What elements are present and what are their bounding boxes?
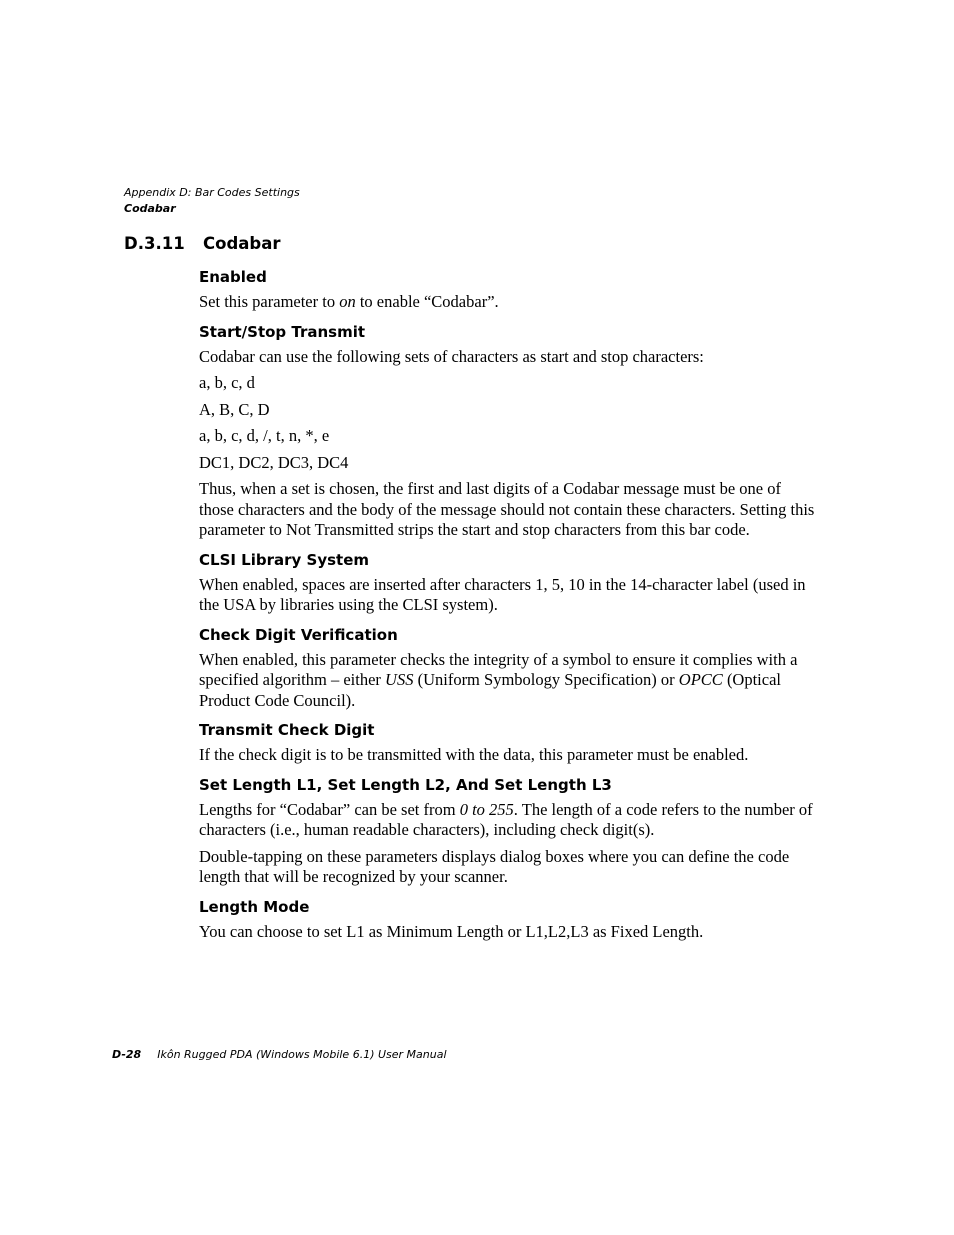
- char-set-item: a, b, c, d: [199, 373, 255, 392]
- length-mode-block: [199, 897, 819, 943]
- transmit-check-text: If the check digit is to be transmitted with the data, this parameter must be enabled.: [199, 745, 749, 764]
- running-head-section: Codabar: [124, 202, 176, 215]
- start-stop-heading: Start/Stop Transmit: [199, 322, 366, 341]
- set-length-block: [199, 775, 819, 888]
- check-digit-block: [199, 625, 819, 712]
- check-digit-heading: Check Digit Verification: [199, 625, 398, 644]
- length-mode-heading: Length Mode: [199, 897, 310, 916]
- check-digit-text: When enabled, this parameter checks the integrity of a symbol to ensure it complies with a specified algorithm – either USS (Uniform Symbology Specification) or OPCC (Optical Product Code Council).: [199, 649, 798, 710]
- clsi-heading: CLSI Library System: [199, 550, 370, 569]
- main-content: [199, 267, 819, 948]
- start-stop-note: Thus, when a set is chosen, the first and last digits of a Codabar message must be one of those characters and the body of the message should not contain these characters. Setting this parameter to Not Transmitted strips the start and stop characters from this bar code.: [199, 479, 815, 539]
- section-title: [124, 234, 280, 253]
- manual-title: Ikôn Rugged PDA (Windows Mobile 6.1) User Manual: [157, 1048, 447, 1061]
- running-head: [124, 185, 300, 217]
- length-mode-text: You can choose to set L1 as Minimum Length or L1,L2,L3 as Fixed Length.: [199, 921, 704, 941]
- running-head-chapter: Appendix D: Bar Codes Settings: [124, 186, 300, 199]
- transmit-check-block: [199, 720, 819, 766]
- transmit-check-heading: Transmit Check Digit: [199, 721, 375, 739]
- set-length-text: Lengths for “Codabar” can be set from 0 to 255. The length of a code refers to the number of characters (i.e., human readable characters), including check digit(s).: [199, 799, 813, 839]
- char-set-item: a, b, c, d, /, t, n, *, e: [199, 426, 330, 445]
- set-length-dialog-text: Double-tapping on these parameters displays dialog boxes where you can define the code length that will be recognized by your scanner.: [199, 846, 790, 886]
- start-stop-block: [199, 322, 819, 541]
- clsi-text: When enabled, spaces are inserted after characters 1, 5, 10 in the 14-character label (used in the USA by libraries using the CLSI system).: [199, 574, 806, 614]
- char-set-item: DC1, DC2, DC3, DC4: [199, 452, 349, 472]
- page-footer: [112, 1048, 447, 1061]
- char-set-item: A, B, C, D: [199, 399, 270, 419]
- set-length-heading: Set Length L1, Set Length L2, And Set Length L3: [199, 775, 612, 794]
- start-stop-intro: Codabar can use the following sets of characters as start and stop characters:: [199, 346, 704, 366]
- clsi-block: [199, 550, 819, 616]
- page-number: D-28: [112, 1048, 142, 1061]
- enabled-heading: Enabled: [199, 268, 267, 286]
- enabled-text: Set this parameter to on to enable “Codabar”.: [199, 292, 499, 311]
- section-number: D.3.11: [124, 234, 185, 253]
- section-title-text: Codabar: [203, 234, 281, 253]
- enabled-block: [199, 267, 819, 313]
